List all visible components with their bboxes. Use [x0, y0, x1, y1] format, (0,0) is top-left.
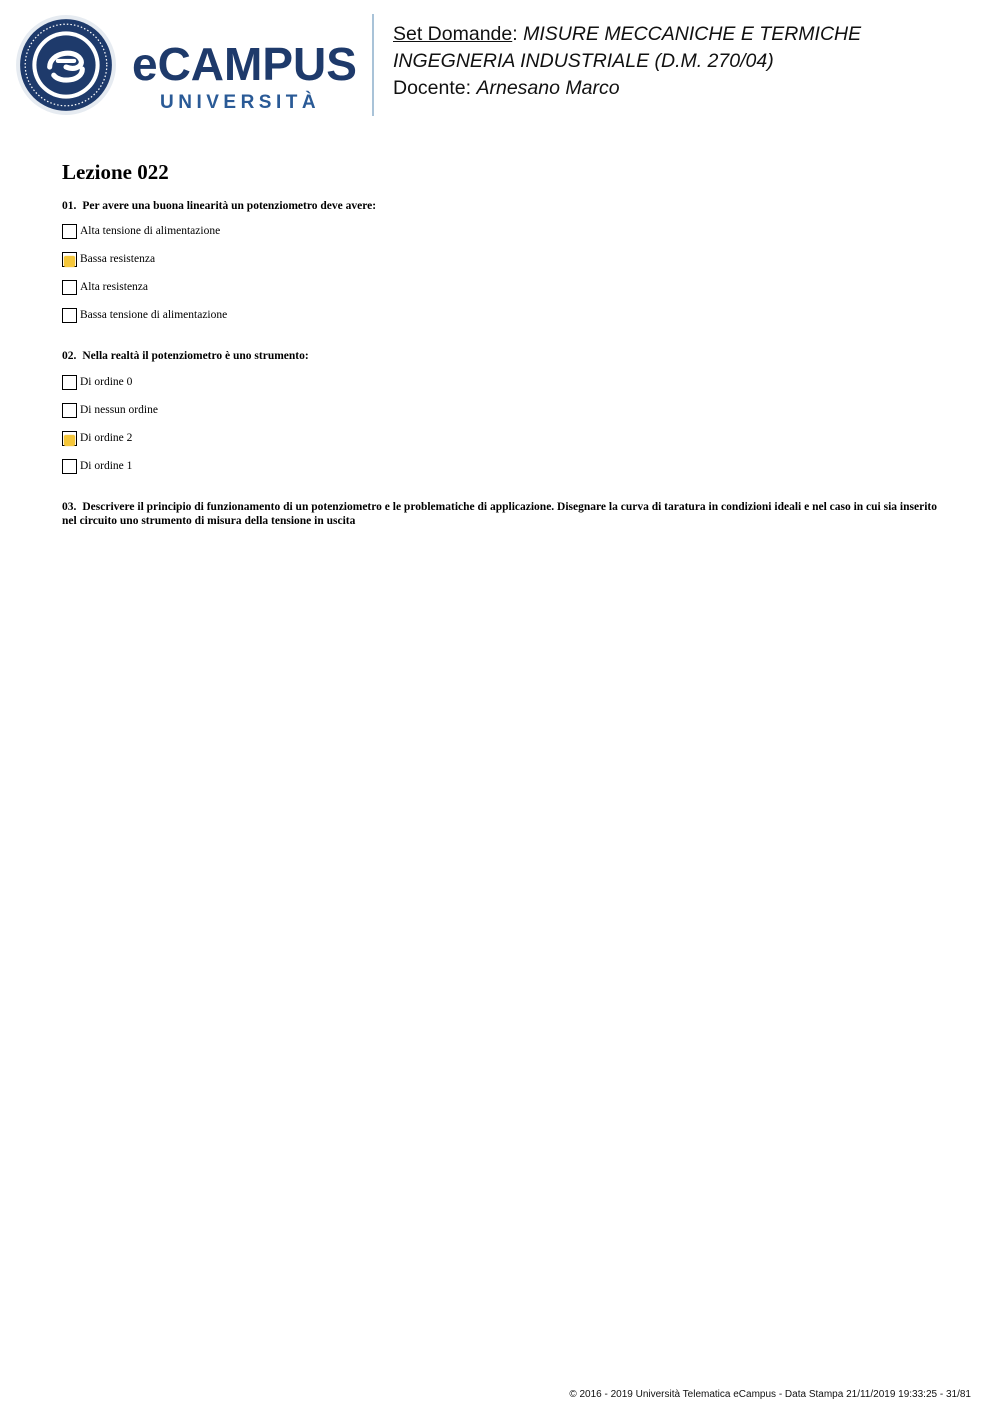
course-title: MISURE MECCANICHE E TERMICHE [523, 23, 862, 45]
answer-checkbox[interactable] [62, 403, 77, 418]
lesson-title: Lezione 022 [62, 160, 169, 184]
course-line-1 [393, 21, 861, 48]
answer-label: Di ordine 0 [80, 376, 133, 388]
answer-label: Di ordine 1 [80, 460, 133, 472]
set-label: Set Domande [393, 23, 513, 45]
svg-text:UNIVERSITÀ: UNIVERSITÀ [160, 92, 321, 113]
answer-label: Alta tensione di alimentazione [80, 225, 221, 237]
answer-option[interactable] [62, 223, 220, 239]
course-header [393, 21, 861, 102]
question-text: Per avere una buona linearità un potenziometro deve avere: [82, 200, 377, 212]
header-divider [372, 14, 374, 116]
teacher-name: Arnesano Marco [476, 77, 620, 99]
answer-label: Di ordine 2 [80, 432, 133, 444]
answer-option[interactable] [62, 279, 148, 295]
question-number: 01. [62, 200, 77, 212]
teacher-label: Docente: [393, 77, 472, 99]
svg-text:eCAMPUS: eCAMPUS [132, 38, 357, 90]
answer-label: Bassa resistenza [80, 253, 156, 265]
answer-option[interactable] [62, 307, 227, 323]
answer-label: Bassa tensione di alimentazione [80, 309, 228, 321]
set-separator: : [512, 23, 518, 45]
answer-checkbox[interactable] [62, 224, 77, 239]
answer-checkbox[interactable] [62, 459, 77, 474]
question-text: Nella realtà il potenziometro è uno strumento: [82, 350, 309, 362]
answer-option[interactable] [62, 374, 132, 390]
course-degree: INGEGNERIA INDUSTRIALE (D.M. 270/04) [393, 50, 774, 72]
answer-label: Di nessun ordine [80, 404, 158, 416]
teacher-line [393, 75, 861, 102]
answer-option[interactable] [62, 430, 132, 446]
answer-checkbox[interactable] [62, 375, 77, 390]
answer-checkbox-marked[interactable] [62, 252, 77, 267]
question-number: 02. [62, 350, 77, 362]
answer-checkbox-marked[interactable] [62, 431, 77, 446]
answer-checkbox[interactable] [62, 308, 77, 323]
ecampus-wordmark [132, 38, 358, 114]
answer-option[interactable] [62, 251, 155, 267]
question-text: Descrivere il principio di funzionamento di un potenziometro e le problematiche di applicazione. Disegnare la curva di taratura in condizioni ideali e nel caso in cui sia inserito nel circuito uno strumento di misura della tensione in uscita [62, 501, 937, 527]
answer-option[interactable] [62, 402, 158, 418]
question-02 [62, 349, 309, 363]
question-01 [62, 199, 376, 213]
answer-option[interactable] [62, 458, 132, 474]
question-03 [62, 500, 942, 528]
page-footer: © 2016 - 2019 Università Telematica eCampus - Data Stampa 21/11/2019 19:33:25 - 31/81 [569, 1389, 971, 1400]
answer-checkbox[interactable] [62, 280, 77, 295]
question-number: 03. [62, 501, 77, 513]
ecampus-seal-logo [15, 14, 117, 116]
answer-label: Alta resistenza [80, 281, 149, 293]
